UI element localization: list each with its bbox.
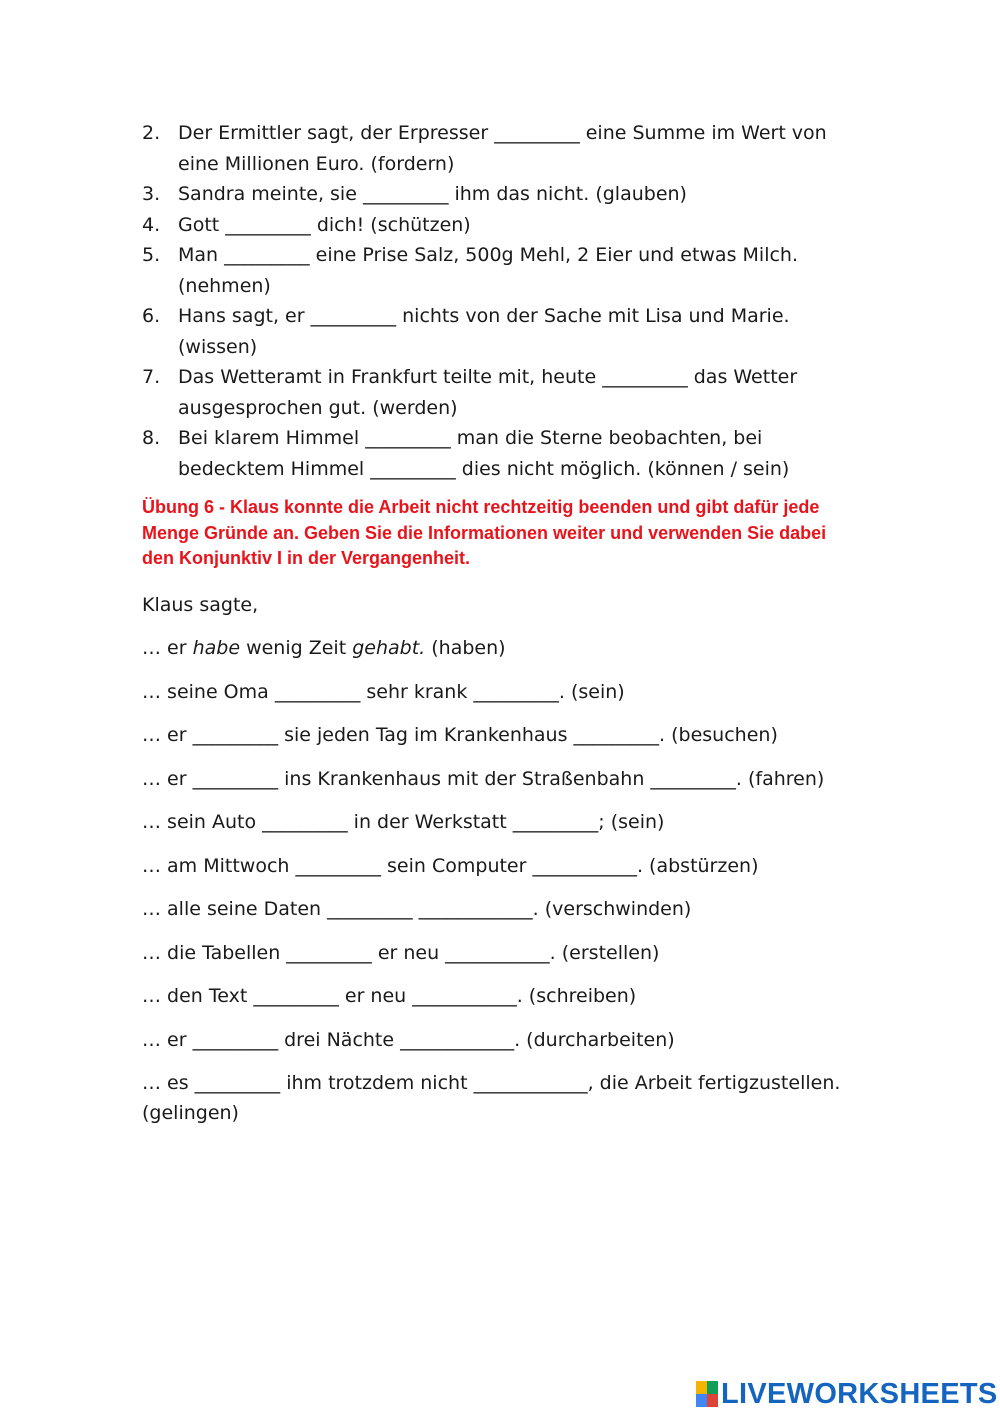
sentence: … den Text _________ er neu ___________. (schreiben) [142, 985, 637, 1007]
item-text: Bei klarem Himmel _________ man die Sterne beobachten, bei bedecktem Himmel _________ dies nicht möglich. (können / sein) [178, 427, 790, 480]
sentence: … alle seine Daten _________ ____________. (verschwinden) [142, 898, 692, 920]
exercise-sentences [142, 590, 842, 1142]
example-part: wenig Zeit [240, 637, 353, 659]
item-number: 2. [142, 122, 161, 144]
numbered-exercise-list [142, 118, 862, 484]
exercise-heading: Übung 6 - Klaus konnte die Arbeit nicht rechtzeitig beenden und gibt dafür jede Menge Gründe an. Geben Sie die Informationen weiter und verwenden Sie dabei den Konjunktiv I in der Vergangenheit. [142, 497, 827, 568]
example-participle: gehabt. [352, 637, 426, 659]
list-item [142, 362, 862, 423]
sentence: … er _________ sie jeden Tag im Krankenhaus _________. (besuchen) [142, 724, 778, 746]
item-text: Man _________ eine Prise Salz, 500g Mehl, 2 Eier und etwas Milch. (nehmen) [178, 244, 798, 297]
item-text: Hans sagt, er _________ nichts von der Sache mit Lisa und Marie. (wissen) [178, 305, 790, 358]
sentence: … die Tabellen _________ er neu ___________. (erstellen) [142, 941, 660, 964]
sentence: … es _________ ihm trotzdem nicht ____________, die Arbeit fertigzustellen. (gelingen) [142, 1072, 841, 1124]
item-number: 3. [142, 183, 161, 205]
sentence: … seine Oma _________ sehr krank _________. (sein) [142, 680, 625, 703]
sentence: … am Mittwoch _________ sein Computer ___________. (abstürzen) [142, 854, 759, 877]
example-verb: habe [192, 637, 241, 659]
item-text: Der Ermittler sagt, der Erpresser _________ eine Summe im Wert von eine Millionen Euro. (fordern) [178, 122, 827, 175]
list-item [142, 423, 862, 484]
item-number: 5. [142, 244, 161, 266]
sentence: … er _________ ins Krankenhaus mit der Straßenbahn _________. (fahren) [142, 767, 825, 790]
list-item [142, 240, 862, 301]
item-number: 6. [142, 305, 161, 327]
example-part: … er [142, 637, 193, 659]
list-item [142, 179, 862, 210]
item-number: 8. [142, 427, 161, 449]
list-item [142, 301, 862, 362]
list-item [142, 118, 862, 179]
sentence: … sein Auto _________ in der Werkstatt _________; (sein) [142, 811, 665, 833]
logo-text: LIVEWORKSHEETS [721, 1377, 998, 1410]
logo-grid-icon [696, 1381, 718, 1407]
list-item [142, 210, 862, 241]
example-sentence [142, 633, 842, 663]
item-text: Gott _________ dich! (schützen) [178, 213, 471, 236]
example-part: (haben) [425, 637, 506, 659]
item-text: Sandra meinte, sie _________ ihm das nicht. (glauben) [178, 183, 687, 205]
item-text: Das Wetteramt in Frankfurt teilte mit, heute _________ das Wetter ausgesprochen gut. (werden) [178, 366, 798, 419]
item-number: 7. [142, 366, 161, 388]
item-number: 4. [142, 213, 161, 236]
sentence: … er _________ drei Nächte ____________. (durcharbeiten) [142, 1028, 675, 1051]
intro-text: Klaus sagte, [142, 594, 259, 616]
liveworksheets-logo [696, 1378, 998, 1410]
